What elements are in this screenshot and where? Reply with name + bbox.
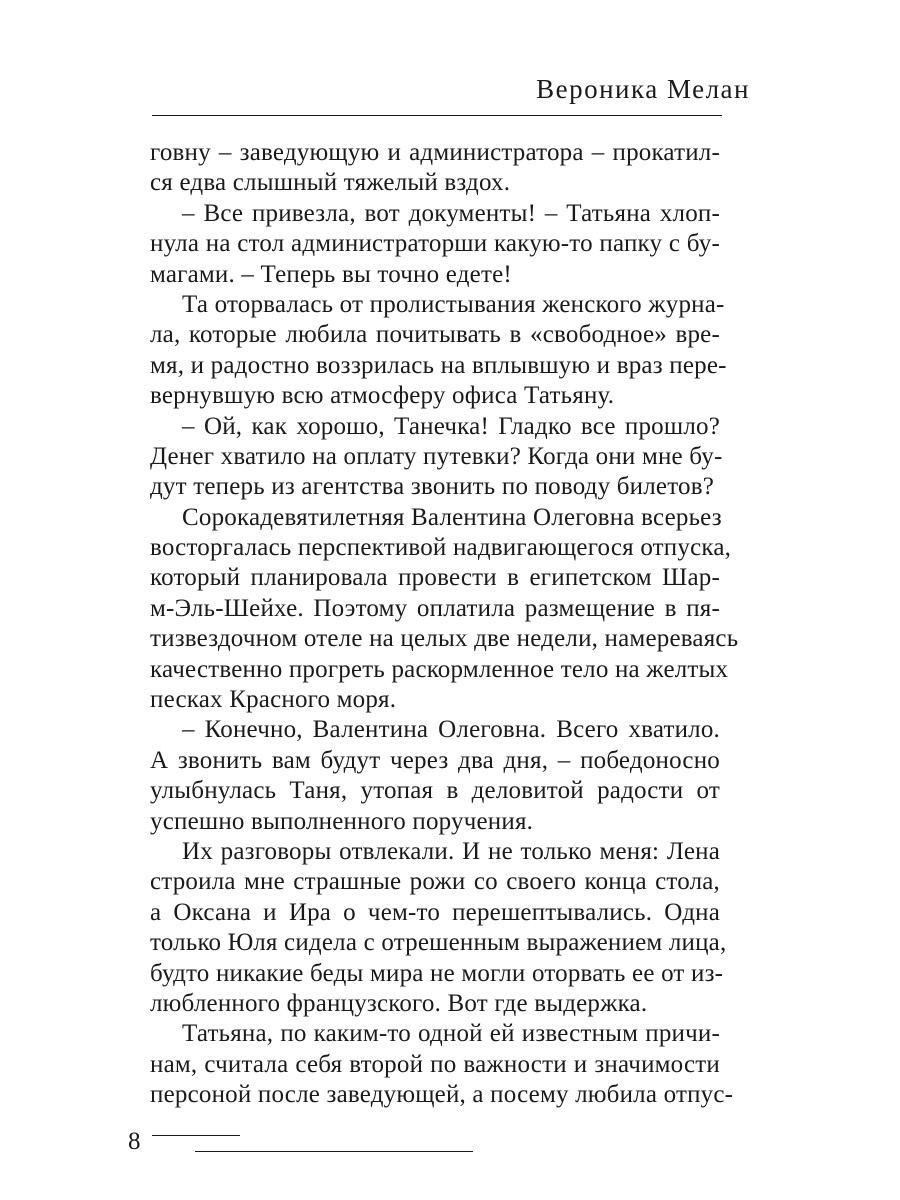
page-number: 8 [128, 1128, 141, 1155]
text-line: Татьяна, по каким-то одной ей известным причи- [182, 1020, 720, 1048]
text-line: дут теперь из агентства звонить по поводу билетов? [150, 473, 715, 501]
text-line: – Все привезла, вот документы! – Татьяна хлоп- [182, 199, 720, 227]
header-rule [152, 115, 722, 116]
text-line: вернувшую всю атмосферу офиса Татьяну. [150, 382, 615, 410]
text-line: любленного французского. Вот где выдержка. [150, 989, 648, 1017]
text-line: Та оторвалась от пролистывания женского журна- [182, 290, 725, 318]
text-line: Сорокадевятилетняя Валентина Олеговна всерьез [182, 503, 722, 531]
text-line: строила мне страшные рожи со своего конца стола, [150, 868, 720, 896]
text-line: улыбнулась Таня, утопая в деловитой радости от [150, 777, 720, 805]
footer-rule-short [152, 1135, 240, 1136]
text-line: будто никакие беды мира не могли оторвать ее от из- [150, 959, 724, 987]
text-line: песках Красного моря. [150, 686, 397, 714]
text-line: – Ой, как хорошо, Танечка! Гладко все прошло? [182, 412, 720, 440]
text-line: нула на стол администраторши какую-то папку с бу- [150, 230, 720, 258]
text-line: качественно прогреть раскормленное тело на желтых [150, 655, 729, 683]
body-text [150, 138, 739, 1111]
text-line: Их разговоры отвлекали. И не только меня: Лена [182, 837, 720, 865]
text-line: ла, которые любила почитывать в «свободное» вре- [150, 321, 720, 349]
text-line: – Конечно, Валентина Олеговна. Всего хватило. [182, 716, 720, 744]
text-line: а Оксана и Ира о чем-то перешептывались. Одна [150, 898, 720, 926]
text-line: успешно выполненного поручения. [150, 807, 534, 835]
text-line: А звонить вам будут через два дня, – победоносно [150, 746, 720, 774]
text-line: только Юля сидела с отрешенным выражением лица, [150, 929, 727, 957]
text-line: говну – заведующую и администратора – прокатил- [150, 139, 720, 166]
text-line: восторгалась перспективой надвигающегося отпуска, [150, 534, 732, 562]
text-line: который планировала провести в египетском Шар- [150, 564, 720, 592]
text-line: мя, и радостно воззрилась на вплывшую и враз пере- [150, 351, 727, 379]
text-line: тизвездочном отеле на целых две недели, намереваясь [150, 625, 739, 653]
footer-rule-long [195, 1151, 473, 1152]
text-line: Денег хватило на оплату путевки? Когда они мне бу- [150, 442, 723, 470]
text-line: м-Эль-Шейхе. Поэтому оплатила размещение в пя- [150, 594, 720, 622]
running-head: Вероника Мелан [536, 74, 750, 104]
text-line: ся едва слышный тяжелый вздох. [150, 169, 511, 197]
text-line: персоной после заведующей, а посему любила отпус- [150, 1081, 734, 1109]
text-line: нам, считала себя второй по важности и значимости [150, 1050, 720, 1078]
text-line: магами. – Теперь вы точно едете! [150, 260, 512, 288]
